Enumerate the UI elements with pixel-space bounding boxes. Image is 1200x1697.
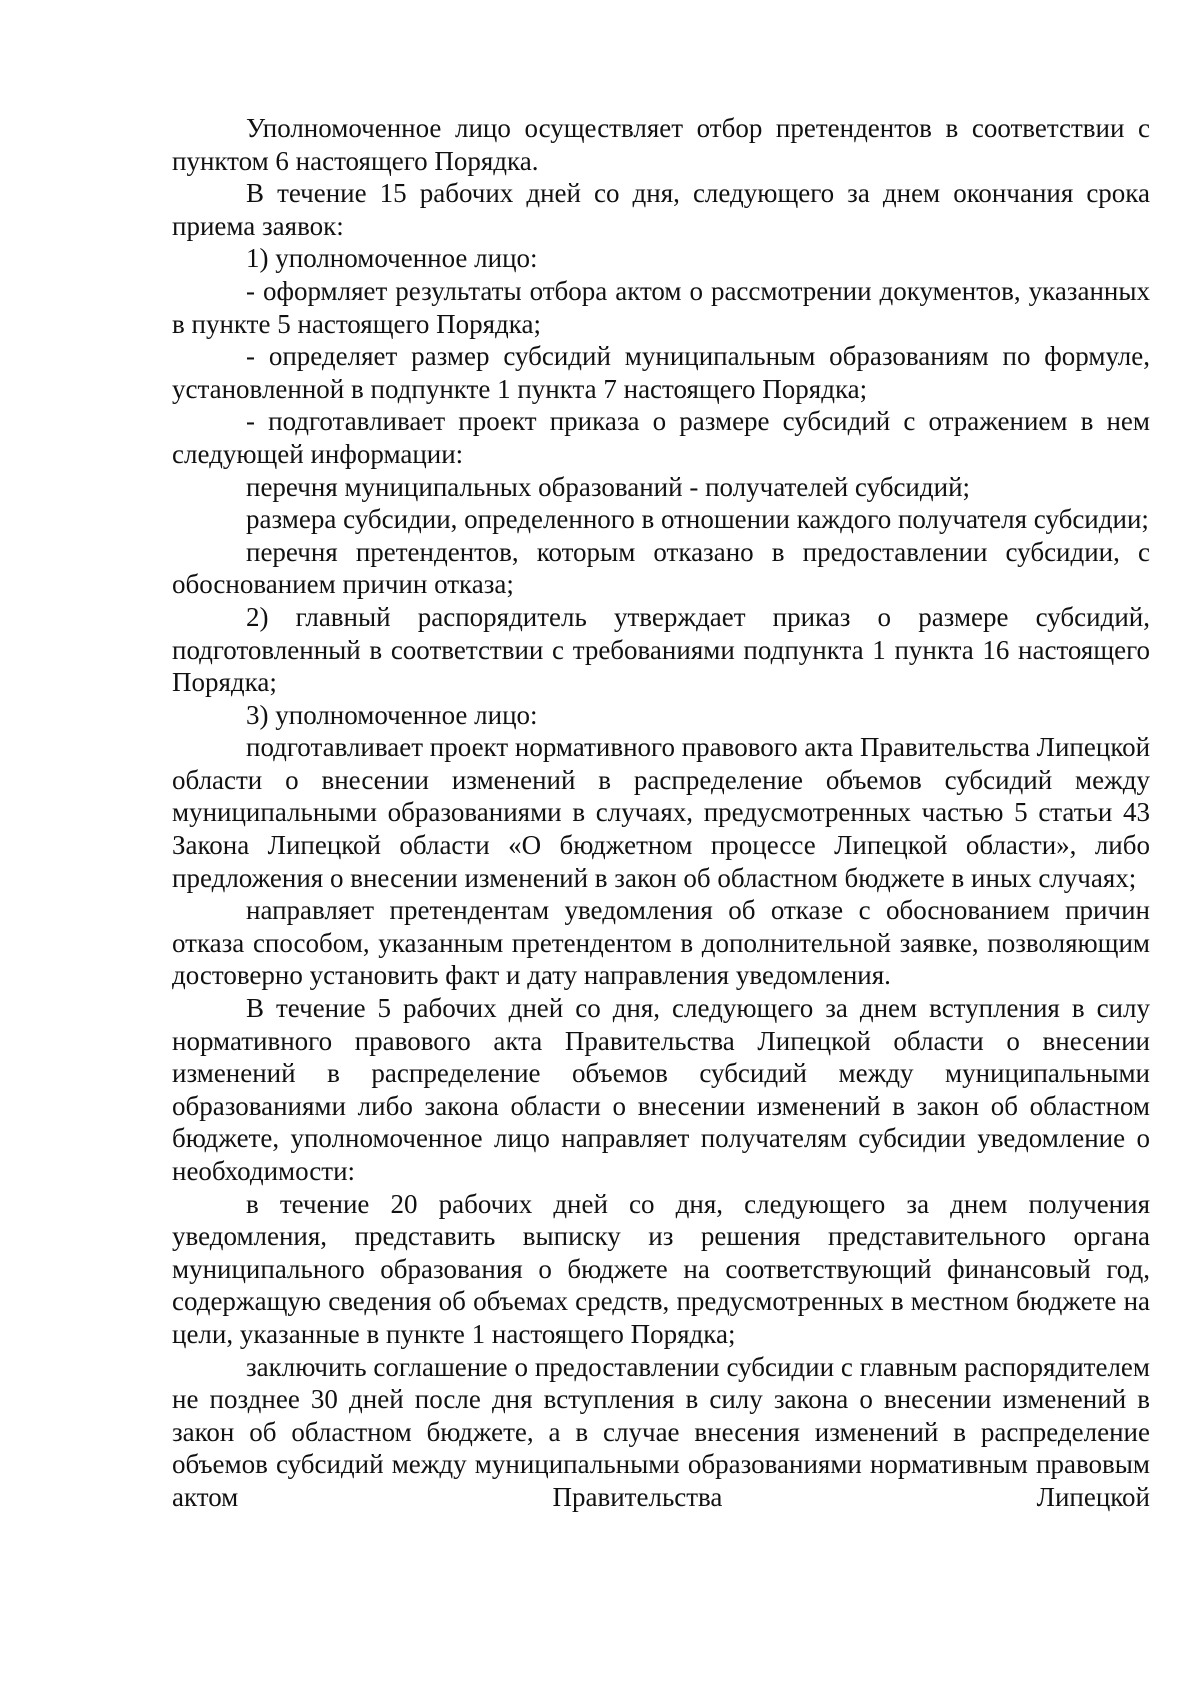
paragraph: размера субсидии, определенного в отношении каждого получателя субсидии; xyxy=(246,504,1149,535)
paragraph: В течение 15 рабочих дней со дня, следующего за днем окончания срока приема заявок: xyxy=(172,178,1150,241)
paragraph: - оформляет результаты отбора актом о рассмотрении документов, указанных в пункте 5 настоящего Порядка; xyxy=(172,275,1150,339)
paragraph: 1) уполномоченное лицо: xyxy=(246,243,538,274)
paragraph: подготавливает проект нормативного правового акта Правительства Липецкой области о внесении изменений в распределение объемов субсидий между муниципальными образованиями в случаях, предусмотренных частью 5 статьи 43 Закона Липецкой области «О бюджетном процессе Липецкой области», либо предложения о внесении изменений в закон об областном бюджете в иных случаях; xyxy=(172,732,1151,893)
paragraph-continued: заключить соглашение о предоставлении субсидии с главным распорядителем не позднее 30 дней после дня вступления в силу закона о внесении изменений в закон об областном бюджете, а в случае внесения изменений в распределение объемов субсидий между муниципальными образованиями нормативным правовым актом Правительства Липецкой xyxy=(172,1351,1150,1512)
paragraph: - определяет размер субсидий муниципальным образованиям по формуле, установленной в подпункте 1 пункта 7 настоящего Порядка; xyxy=(172,341,1150,404)
paragraph: направляет претендентам уведомления об отказе с обоснованием причин отказа способом, указанным претендентом в дополнительной заявке, позволяющим достоверно установить факт и дату направления уведомления. xyxy=(172,895,1150,991)
paragraph: 2) главный распорядитель утверждает приказ о размере субсидий, подготовленный в соответствии с требованиями подпункта 1 пункта 16 настоящего Порядка; xyxy=(172,601,1150,698)
document-page xyxy=(172,112,1150,1514)
paragraph: 3) уполномоченное лицо: xyxy=(246,699,538,730)
paragraph: В течение 5 рабочих дней со дня, следующего за днем вступления в силу нормативного правового акта Правительства Липецкой области о внесении изменений в распределение объемов субсидий между муниципальными образованиями либо закона области о внесении изменений в закон об областном бюджете, уполномоченное лицо направляет получателям субсидии уведомление о необходимости: xyxy=(172,993,1150,1186)
paragraph: перечня муниципальных образований - получателей субсидий; xyxy=(246,471,971,502)
paragraph: Уполномоченное лицо осуществляет отбор претендентов в соответствии с пунктом 6 настоящего Порядка. xyxy=(172,113,1150,176)
paragraph: в течение 20 рабочих дней со дня, следующего за днем получения уведомления, представить выписку из решения представительного органа муниципального образования о бюджете на соответствующий финансовый год, содержащую сведения об объемах средств, предусмотренных в местном бюджете на цели, указанные в пункте 1 настоящего Порядка; xyxy=(172,1188,1150,1349)
paragraph: перечня претендентов, которым отказано в предоставлении субсидии, с обоснованием причин отказа; xyxy=(172,536,1150,600)
paragraph: - подготавливает проект приказа о размере субсидий с отражением в нем следующей информации: xyxy=(172,406,1150,469)
